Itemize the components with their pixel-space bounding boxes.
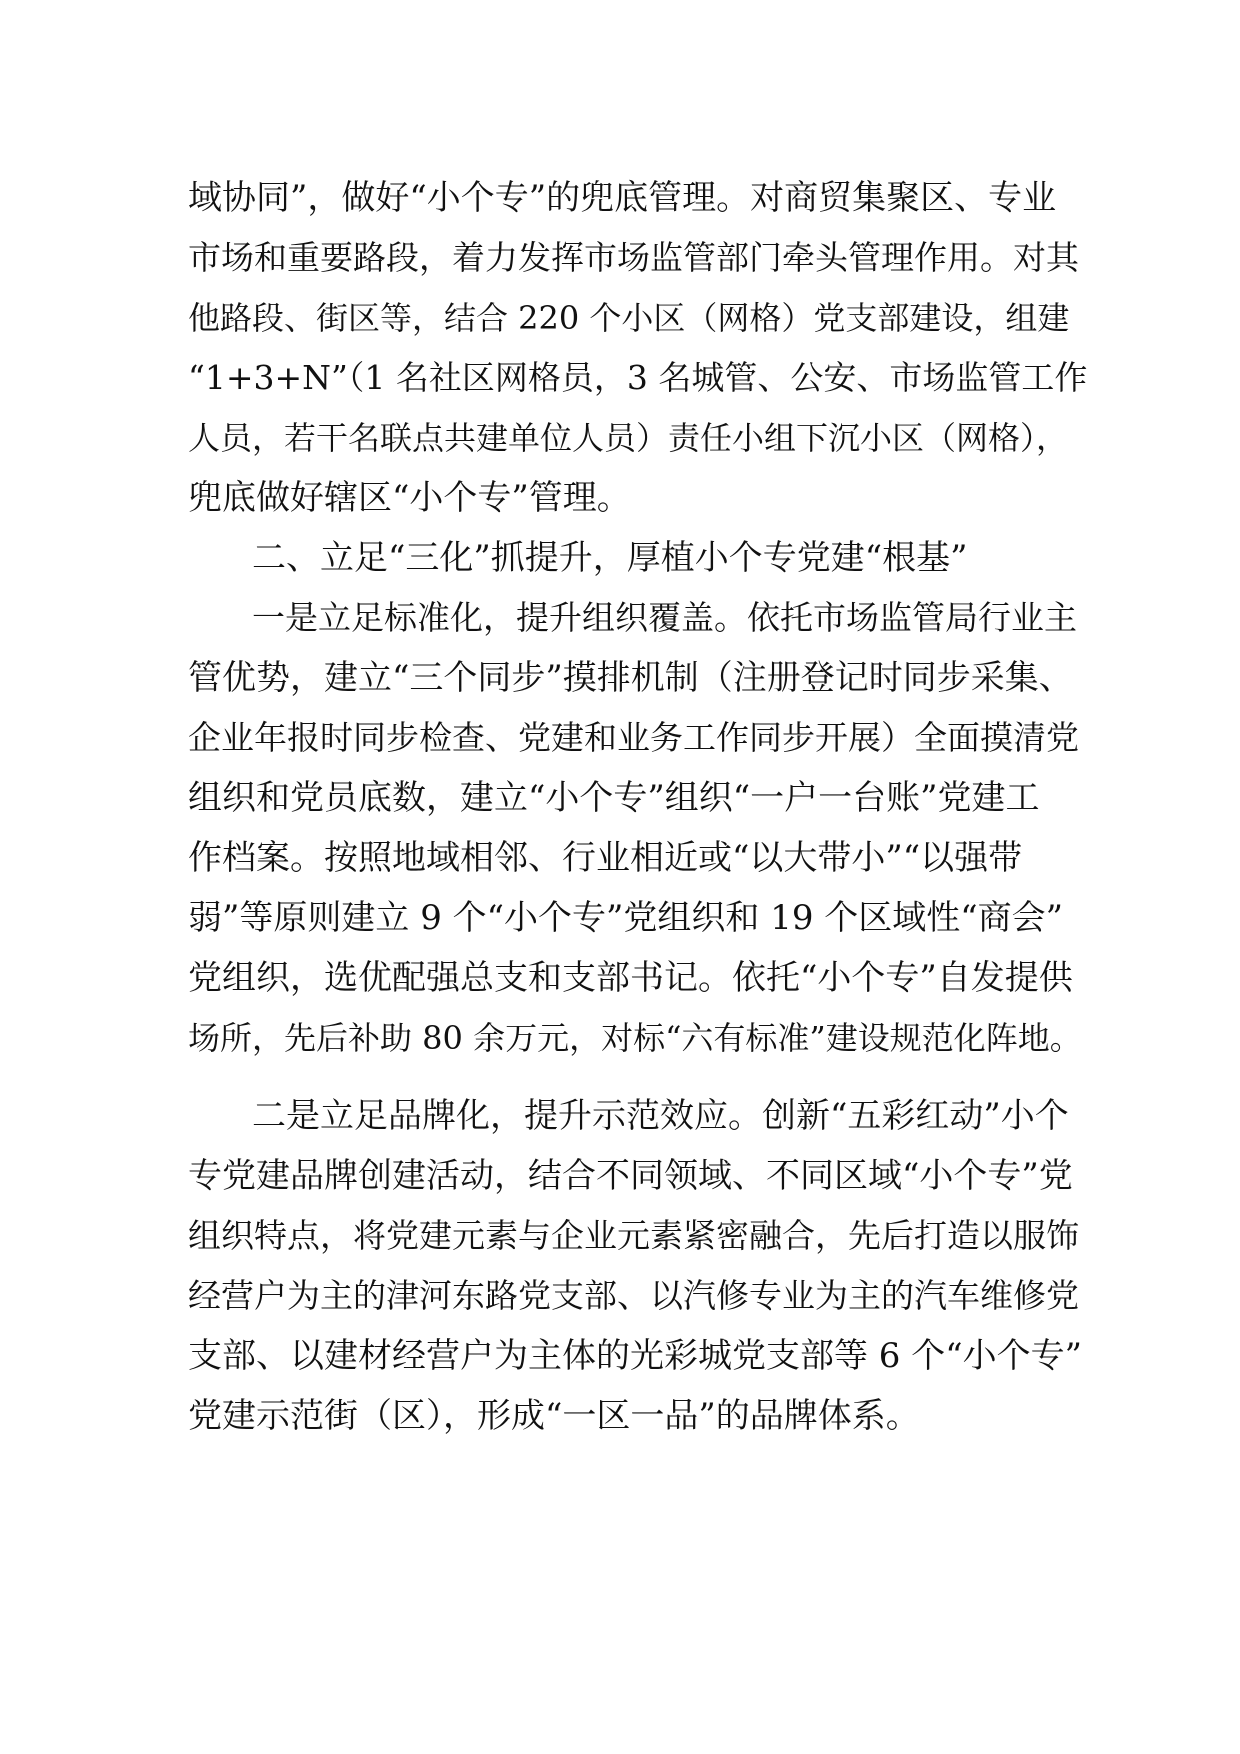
body-text-line: 组织和党员底数，建立“小个专”组织“一户一台账”党建工 xyxy=(188,778,1040,818)
body-text-line: 党建示范街（区），形成“一区一品”的品牌体系。 xyxy=(188,1396,920,1436)
body-text-line: 党组织，选优配强总支和支部书记。依托“小个专”自发提供 xyxy=(188,958,1073,998)
body-text-line: 他路段、街区等，结合 220 个小区（网格）党支部建设，组建 xyxy=(188,299,1070,337)
body-text-line: 人员，若干名联点共建单位人员）责任小组下沉小区（网格）， xyxy=(188,419,1069,457)
body-text-line: 一是立足标准化，提升组织覆盖。依托市场监管局行业主 xyxy=(252,598,1077,637)
section-heading: 二、立足“三化”抓提升，厚植小个专党建“根基” xyxy=(252,538,968,578)
body-text-line: 经营户为主的津河东路党支部、以汽修专业为主的汽车维修党 xyxy=(188,1276,1079,1315)
body-text-line: 市场和重要路段，着力发挥市场监管部门牵头管理作用。对其 xyxy=(188,238,1079,277)
body-text-line: 二是立足品牌化，提升示范效应。创新“五彩红动”小个 xyxy=(252,1096,1069,1136)
body-text-line: 专党建品牌创建活动，结合不同领域、不同区域“小个专”党 xyxy=(188,1156,1073,1196)
body-text-line: 弱”等原则建立 9 个“小个专”党组织和 19 个区域性“商会” xyxy=(188,898,1064,938)
body-text-line: 企业年报时同步检查、党建和业务工作同步开展）全面摸清党 xyxy=(188,718,1079,757)
body-text-line: 域协同”，做好“小个专”的兜底管理。对商贸集聚区、专业 xyxy=(188,178,1057,218)
body-text-line: 组织特点，将党建元素与企业元素紧密融合，先后打造以服饰 xyxy=(188,1216,1079,1255)
body-text-line: 作档案。按照地域相邻、行业相近或“以大带小”“以强带 xyxy=(188,838,1023,878)
body-text-line: 支部、以建材经营户为主体的光彩城党支部等 6 个“小个专” xyxy=(188,1336,1083,1376)
body-text-line: 管优势，建立“三个同步”摸排机制（注册登记时同步采集、 xyxy=(188,658,1073,698)
body-text-line: “1+3+N”（1 名社区网格员，3 名城管、公安、市场监管工作 xyxy=(188,358,1088,397)
body-text-line: 场所，先后补助 80 余万元，对标“六有标准”建设规范化阵地。 xyxy=(188,1019,1082,1057)
body-text-line: 兜底做好辖区“小个专”管理。 xyxy=(188,478,631,518)
